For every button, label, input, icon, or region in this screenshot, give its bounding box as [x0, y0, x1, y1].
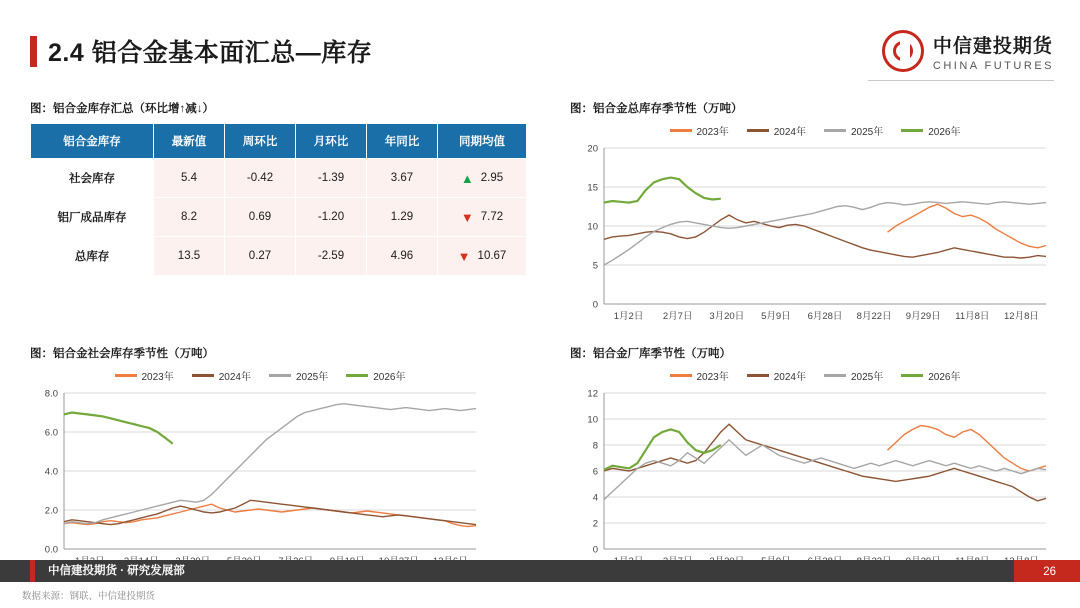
social-inventory-legend — [30, 368, 490, 383]
legend-item — [115, 368, 174, 383]
legend-label: 2025年 — [851, 372, 884, 383]
footer-accent — [30, 560, 35, 582]
legend-item — [269, 368, 328, 383]
total-inventory-caption: 图：铝合金总库存季节性（万吨） — [570, 103, 743, 115]
svg-text:9月29日: 9月29日 — [905, 311, 941, 322]
svg-text:2月7日: 2月7日 — [662, 311, 693, 322]
arrow-down-icon: ▼ — [457, 248, 471, 264]
row-latest: 8.2 — [154, 198, 225, 237]
logo-divider — [868, 80, 1054, 81]
footer-org: 中信建投期货 · 研究发展部 — [48, 565, 185, 577]
svg-text:0.0: 0.0 — [44, 544, 58, 556]
page-title: 2.4 铝合金基本面汇总—库存 — [48, 39, 373, 67]
legend-label: 2024年 — [773, 127, 806, 138]
table-row — [31, 159, 527, 198]
table-row — [31, 198, 527, 237]
svg-text:8.0: 8.0 — [44, 388, 58, 400]
row-avg-value: 7.72 — [480, 211, 504, 223]
row-yoy: 1.29 — [367, 198, 438, 237]
col-header-mom: 月环比 — [296, 124, 367, 159]
arrow-down-icon: ▼ — [460, 209, 474, 225]
legend-item — [901, 123, 960, 138]
legend-label: 2025年 — [296, 372, 329, 383]
legend-label: 2023年 — [696, 127, 729, 138]
social-inventory-seasonal-panel — [30, 345, 490, 575]
source-note: 数据来源：钢联、中信建投期货 — [22, 591, 156, 602]
inventory-summary-caption: 图：铝合金库存汇总（环比增↑减↓） — [30, 103, 214, 115]
svg-text:3月20日: 3月20日 — [709, 311, 745, 322]
legend-item — [192, 368, 251, 383]
legend-swatch — [747, 129, 769, 132]
svg-text:4: 4 — [592, 492, 598, 504]
svg-text:10: 10 — [587, 221, 598, 233]
legend-label: 2023年 — [696, 372, 729, 383]
legend-label: 2024年 — [218, 372, 251, 383]
svg-text:12月8日: 12月8日 — [1004, 311, 1039, 322]
plant-inventory-seasonal-panel — [570, 345, 1060, 575]
row-latest: 13.5 — [154, 237, 225, 276]
row-mom: -2.59 — [296, 237, 367, 276]
svg-text:20: 20 — [587, 143, 598, 155]
legend-item — [824, 368, 883, 383]
legend-swatch — [747, 374, 769, 377]
logo-mark-icon — [882, 30, 924, 72]
legend-item — [824, 123, 883, 138]
svg-text:0: 0 — [592, 544, 598, 556]
legend-label: 2026年 — [928, 127, 961, 138]
row-wow: 0.27 — [225, 237, 296, 276]
legend-swatch — [346, 374, 368, 377]
legend-swatch — [192, 374, 214, 377]
svg-text:10: 10 — [587, 414, 598, 426]
legend-swatch — [670, 129, 692, 132]
col-header-yoy: 年同比 — [367, 124, 438, 159]
legend-label: 2023年 — [141, 372, 174, 383]
svg-text:2: 2 — [592, 518, 598, 530]
col-header-wow: 周环比 — [225, 124, 296, 159]
row-mom: -1.39 — [296, 159, 367, 198]
arrow-up-icon: ▲ — [460, 170, 474, 186]
row-yoy: 3.67 — [367, 159, 438, 198]
row-avg — [438, 198, 527, 237]
svg-text:5月9日: 5月9日 — [761, 311, 791, 322]
row-latest: 5.4 — [154, 159, 225, 198]
inventory-summary-table — [30, 123, 527, 276]
total-inventory-seasonal-panel — [570, 100, 1060, 330]
legend-label: 2026年 — [373, 372, 406, 383]
row-avg-value: 10.67 — [477, 250, 507, 262]
svg-text:4.0: 4.0 — [44, 466, 58, 478]
row-wow: 0.69 — [225, 198, 296, 237]
legend-item — [670, 368, 729, 383]
row-name: 总库存 — [31, 237, 154, 276]
total-inventory-chart — [570, 140, 1060, 330]
row-yoy: 4.96 — [367, 237, 438, 276]
plant-inventory-legend — [570, 368, 1060, 383]
legend-item — [747, 123, 806, 138]
footer-page-number: 26 — [1043, 566, 1056, 578]
legend-item — [346, 368, 405, 383]
title-accent-bar — [30, 36, 37, 67]
legend-swatch — [670, 374, 692, 377]
legend-swatch — [901, 129, 923, 132]
legend-label: 2026年 — [928, 372, 961, 383]
legend-swatch — [901, 374, 923, 377]
svg-text:15: 15 — [587, 182, 598, 194]
legend-swatch — [824, 374, 846, 377]
row-avg — [438, 237, 527, 276]
plant-inventory-caption: 图：铝合金厂库季节性（万吨） — [570, 348, 731, 360]
legend-item — [901, 368, 960, 383]
legend-swatch — [824, 129, 846, 132]
row-name: 铝厂成品库存 — [31, 198, 154, 237]
row-avg-value: 2.95 — [480, 172, 504, 184]
total-inventory-legend — [570, 123, 1060, 138]
col-header-latest: 最新值 — [154, 124, 225, 159]
logo-company-name-en: CHINA FUTURES — [932, 59, 1054, 72]
legend-swatch — [269, 374, 291, 377]
svg-text:11月8日: 11月8日 — [955, 311, 990, 322]
page-header — [30, 33, 372, 69]
svg-text:5: 5 — [592, 260, 598, 272]
legend-label: 2025年 — [851, 127, 884, 138]
col-header-name: 铝合金库存 — [31, 124, 154, 159]
plant-inventory-chart — [570, 385, 1060, 575]
svg-text:2.0: 2.0 — [44, 505, 58, 517]
company-logo — [882, 30, 1054, 72]
logo-company-name-cn: 中信建投期货 — [932, 35, 1053, 57]
row-wow: -0.42 — [225, 159, 296, 198]
svg-text:8月22日: 8月22日 — [856, 311, 892, 322]
row-name: 社会库存 — [31, 159, 154, 198]
legend-label: 2024年 — [773, 372, 806, 383]
svg-text:6月28日: 6月28日 — [807, 311, 843, 322]
col-header-avg: 同期均值 — [438, 124, 527, 159]
svg-text:1月2日: 1月2日 — [613, 311, 644, 322]
svg-text:0: 0 — [592, 299, 598, 311]
svg-text:8: 8 — [592, 440, 598, 452]
inventory-summary-panel — [30, 100, 527, 276]
legend-swatch — [115, 374, 137, 377]
row-avg — [438, 159, 527, 198]
svg-text:6.0: 6.0 — [44, 427, 58, 439]
table-header-row — [31, 124, 527, 159]
social-inventory-chart — [30, 385, 490, 575]
svg-text:12: 12 — [587, 388, 598, 400]
social-inventory-caption: 图：铝合金社会库存季节性（万吨） — [30, 348, 214, 360]
legend-item — [670, 123, 729, 138]
legend-item — [747, 368, 806, 383]
svg-text:6: 6 — [592, 466, 598, 478]
row-mom: -1.20 — [296, 198, 367, 237]
table-row — [31, 237, 527, 276]
